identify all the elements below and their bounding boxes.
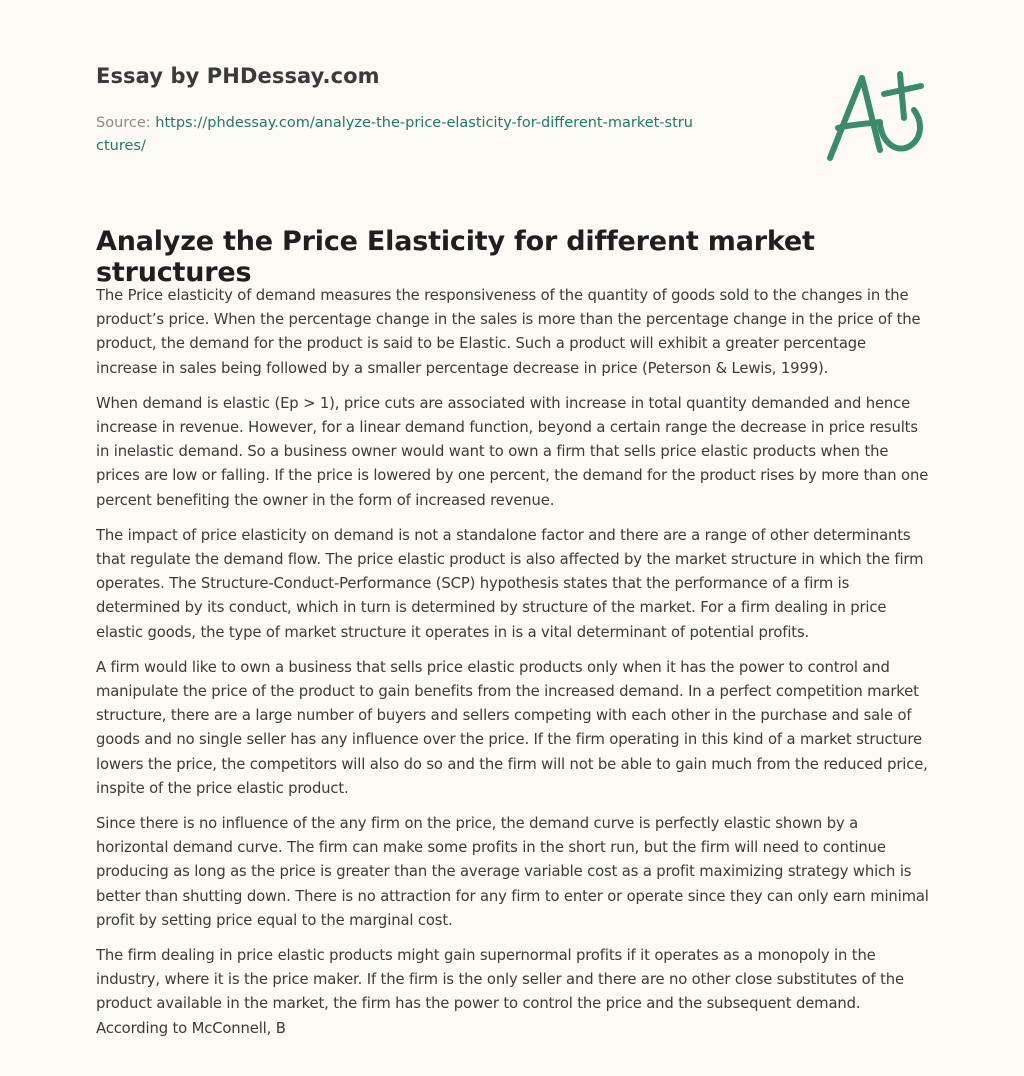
a-plus-logo-icon [818,66,930,166]
essay-paragraph: The Price elasticity of demand measures the responsiveness of the quantity of goods sold to the changes in the product’s price. When the percentage change in the sales is more than the percentage change in the price of the product, the demand for the product is said to be Elastic. Such a product will exhibit a greater percentage increase in sales being followed by a smaller percentage decrease in price (Peterson & Lewis, 1999). [96,287,921,377]
source-line [96,112,696,158]
page-title: Analyze the Price Elasticity for different market structures [96,226,815,288]
essay-paragraph: The firm dealing in price elastic products might gain supernormal profits if it operates as a monopoly in the industry, where it is the price maker. If the firm is the only seller and there are no other close substitutes of the product available in the market, the firm has the power to control the price and the subsequent demand. According to McConnell, B [96,947,904,1037]
essay-body [96,284,930,1052]
source-label: Source: [96,115,156,131]
essay-paragraph: The impact of price elasticity on demand is not a standalone factor and there are a range of other determinants that regulate the demand flow. The price elastic product is also affected by the market structure in which the firm operates. The Structure-Conduct-Performance (SCP) hypothesis states that the performance of a firm is determined by its conduct, which in turn is determined by structure of the market. For a firm dealing in price elastic goods, the type of market structure it operates in is a vital determinant of potential profits. [96,526,924,641]
essay-paragraph: When demand is elastic (Ep > 1), price cuts are associated with increase in total quantity demanded and hence increase in revenue. However, for a linear demand function, beyond a certain range the decrease in price results in inelastic demand. So a business owner would want to own a firm that sells price elastic products when the prices are low or falling. If the price is lowered by one percent, the demand for the product rises by more than one percent benefiting the owner in the form of increased revenue. [96,394,929,509]
essay-paragraph: A firm would like to own a business that sells price elastic products only when it has the power to control and manipulate the price of the product to gain benefits from the increased demand. In a perfect competition market structure, there are a large number of buyers and sellers competing with each other in the purchase and sale of goods and no single seller has any influence over the price. If the firm operating in this kind of a market structure lowers the price, the competitors will also do so and the firm will not be able to gain much from the reduced price, inspite of the price elastic product. [96,658,928,797]
essay-paragraph: Since there is no influence of the any firm on the price, the demand curve is perfectly elastic shown by a horizontal demand curve. The firm can make some profits in the short run, but the firm will need to continue producing as long as the price is greater than the average variable cost as a profit maximizing strategy which is better than shutting down. There is no attraction for any firm to enter or operate since they can only earn minimal profit by setting price equal to the marginal cost. [96,815,929,929]
site-title: Essay by PHDessay.com [96,64,380,88]
a-plus-logo-svg [818,66,930,166]
source-link[interactable]: https://phdessay.com/analyze-the-price-elasticity-for-different-market-structures/ [96,115,693,154]
